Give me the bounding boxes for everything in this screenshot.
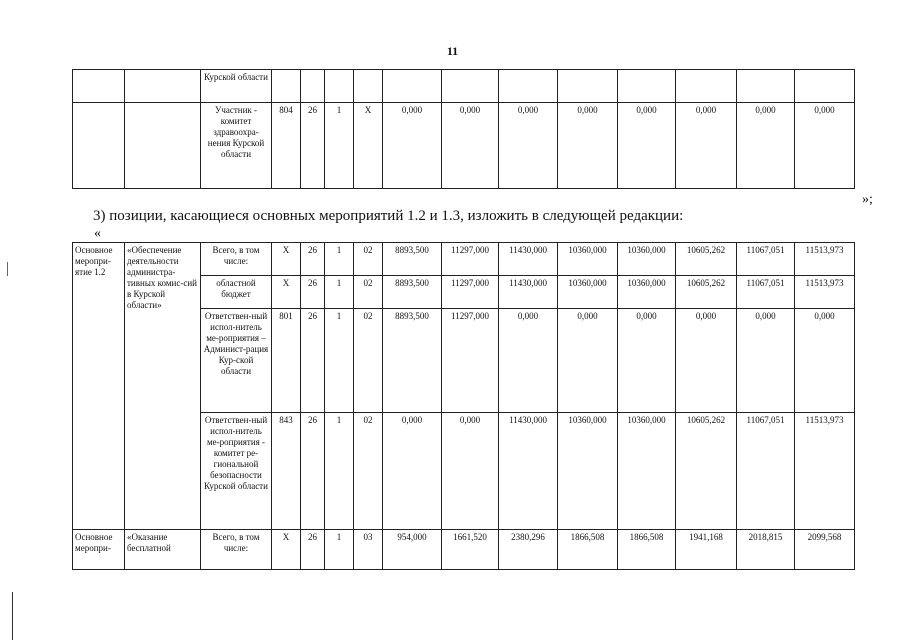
margin-line [12, 592, 13, 640]
table-cell: 26 [301, 243, 325, 276]
table-cell: 0,000 [795, 103, 855, 189]
closing-quote: »; [862, 192, 873, 207]
table-cell [73, 103, 125, 189]
table-cell: 11430,000 [499, 243, 558, 276]
table-cell: 0,000 [618, 309, 676, 413]
table-cell: 10360,000 [618, 243, 676, 276]
table-cell: «Обеспечение деятельности администра-тивных комис-сий в Курской области» [125, 243, 201, 530]
table-cell: 0,000 [442, 103, 499, 189]
table-cell [499, 70, 558, 103]
table-cell: 11430,000 [499, 413, 558, 530]
table-cell: 1661,520 [442, 530, 499, 570]
page-number: 11 [446, 44, 459, 58]
table-cell: Всего, в том числе: [201, 530, 272, 570]
margin-mark [7, 262, 8, 276]
table-cell: 1941,168 [676, 530, 737, 570]
table-cell [325, 70, 354, 103]
table-cell: областной бюджет [201, 276, 272, 309]
table-cell: 0,000 [442, 413, 499, 530]
table-cell: Курской области [201, 70, 272, 103]
table-cell: 1 [325, 243, 354, 276]
table-cell: Ответствен-ный испол-нитель ме-роприятия - комитет ре-гиональной безопасности Курской области [201, 413, 272, 530]
table-cell: 11430,000 [499, 276, 558, 309]
table-cell: 8893,500 [383, 243, 442, 276]
table-cell: 02 [354, 413, 383, 530]
table-cell: 0,000 [737, 309, 795, 413]
table-cell: 843 [272, 413, 301, 530]
table-cell [301, 70, 325, 103]
table-cell: 0,000 [383, 103, 442, 189]
table-cell: 0,000 [558, 103, 618, 189]
table-cell: 1866,508 [618, 530, 676, 570]
table-cell: Ответствен-ный испол-нитель ме-роприятия – Админист-рация Кур-ской области [201, 309, 272, 413]
opening-quote: « [94, 226, 101, 241]
table-cell: 10360,000 [618, 276, 676, 309]
table-cell: 2380,296 [499, 530, 558, 570]
table-cell: Всего, в том числе: [201, 243, 272, 276]
table-cell: 2099,568 [795, 530, 855, 570]
table-cell: Х [272, 276, 301, 309]
table-cell: 26 [301, 276, 325, 309]
table-row [73, 243, 855, 276]
table-cell: 1 [325, 103, 354, 189]
table-row [73, 103, 855, 189]
table-cell: 11297,000 [442, 243, 499, 276]
instruction-text: 3) позиции, касающиеся основных мероприятий 1.2 и 1.3, изложить в следующей редакции: [93, 208, 684, 224]
table-cell: 11513,973 [795, 243, 855, 276]
table-cell: «Оказание бесплатной [125, 530, 201, 570]
table-cell: 0,000 [499, 103, 558, 189]
table-cell: 2018,815 [737, 530, 795, 570]
table-cell: 10605,262 [676, 276, 737, 309]
table-cell: Х [354, 103, 383, 189]
table-cell: Х [272, 530, 301, 570]
table-cell: 0,000 [676, 309, 737, 413]
table-cell: 11297,000 [442, 309, 499, 413]
table-cell [272, 70, 301, 103]
table-cell [73, 70, 125, 103]
table-cell: 0,000 [676, 103, 737, 189]
table-cell: 10360,000 [618, 413, 676, 530]
table-cell [676, 70, 737, 103]
table-cell: 0,000 [618, 103, 676, 189]
table-cell: 11067,051 [737, 243, 795, 276]
table-cell: 11513,973 [795, 413, 855, 530]
table-cell: 10360,000 [558, 243, 618, 276]
table-cell: 10360,000 [558, 276, 618, 309]
table-cell [558, 70, 618, 103]
table-cell: 02 [354, 276, 383, 309]
table-cell: Основное меропри-ятие 1.2 [73, 243, 125, 530]
table-cell: 26 [301, 309, 325, 413]
table-cell: Основное меропри- [73, 530, 125, 570]
table-cell: 26 [301, 530, 325, 570]
table-cell [383, 70, 442, 103]
table-cell [354, 70, 383, 103]
table-cell: 1 [325, 276, 354, 309]
budget-table-main [72, 242, 855, 570]
table-cell: 1 [325, 309, 354, 413]
table-cell: 1 [325, 413, 354, 530]
table-cell: 10605,262 [676, 243, 737, 276]
table-cell: 02 [354, 243, 383, 276]
table-cell: 02 [354, 309, 383, 413]
table-cell: 1866,508 [558, 530, 618, 570]
table-cell: 11067,051 [737, 276, 795, 309]
table-cell: 954,000 [383, 530, 442, 570]
table-row [73, 530, 855, 570]
table-cell: Участник - комитет здравоохра-нения Курской области [201, 103, 272, 189]
table-cell: 26 [301, 413, 325, 530]
table-cell: 0,000 [558, 309, 618, 413]
budget-table-top [72, 69, 855, 189]
table-cell: 0,000 [499, 309, 558, 413]
table-cell: 10605,262 [676, 413, 737, 530]
table-cell: 26 [301, 103, 325, 189]
table-cell: 801 [272, 309, 301, 413]
table2-body [73, 243, 855, 570]
table-cell: 8893,500 [383, 276, 442, 309]
table-cell [442, 70, 499, 103]
table-cell: 0,000 [383, 413, 442, 530]
table-cell: 11067,051 [737, 413, 795, 530]
table-cell: 0,000 [795, 309, 855, 413]
table-cell: 11297,000 [442, 276, 499, 309]
table1-body [73, 70, 855, 189]
table-cell: 10360,000 [558, 413, 618, 530]
table-cell [125, 70, 201, 103]
table-cell [795, 70, 855, 103]
table-cell: 03 [354, 530, 383, 570]
table-cell [618, 70, 676, 103]
table-cell: Х [272, 243, 301, 276]
table-cell: 8893,500 [383, 309, 442, 413]
table-cell [125, 103, 201, 189]
table-row [73, 70, 855, 103]
table-cell: 1 [325, 530, 354, 570]
table-cell: 11513,973 [795, 276, 855, 309]
table-cell [737, 70, 795, 103]
table-cell: 0,000 [737, 103, 795, 189]
table-cell: 804 [272, 103, 301, 189]
